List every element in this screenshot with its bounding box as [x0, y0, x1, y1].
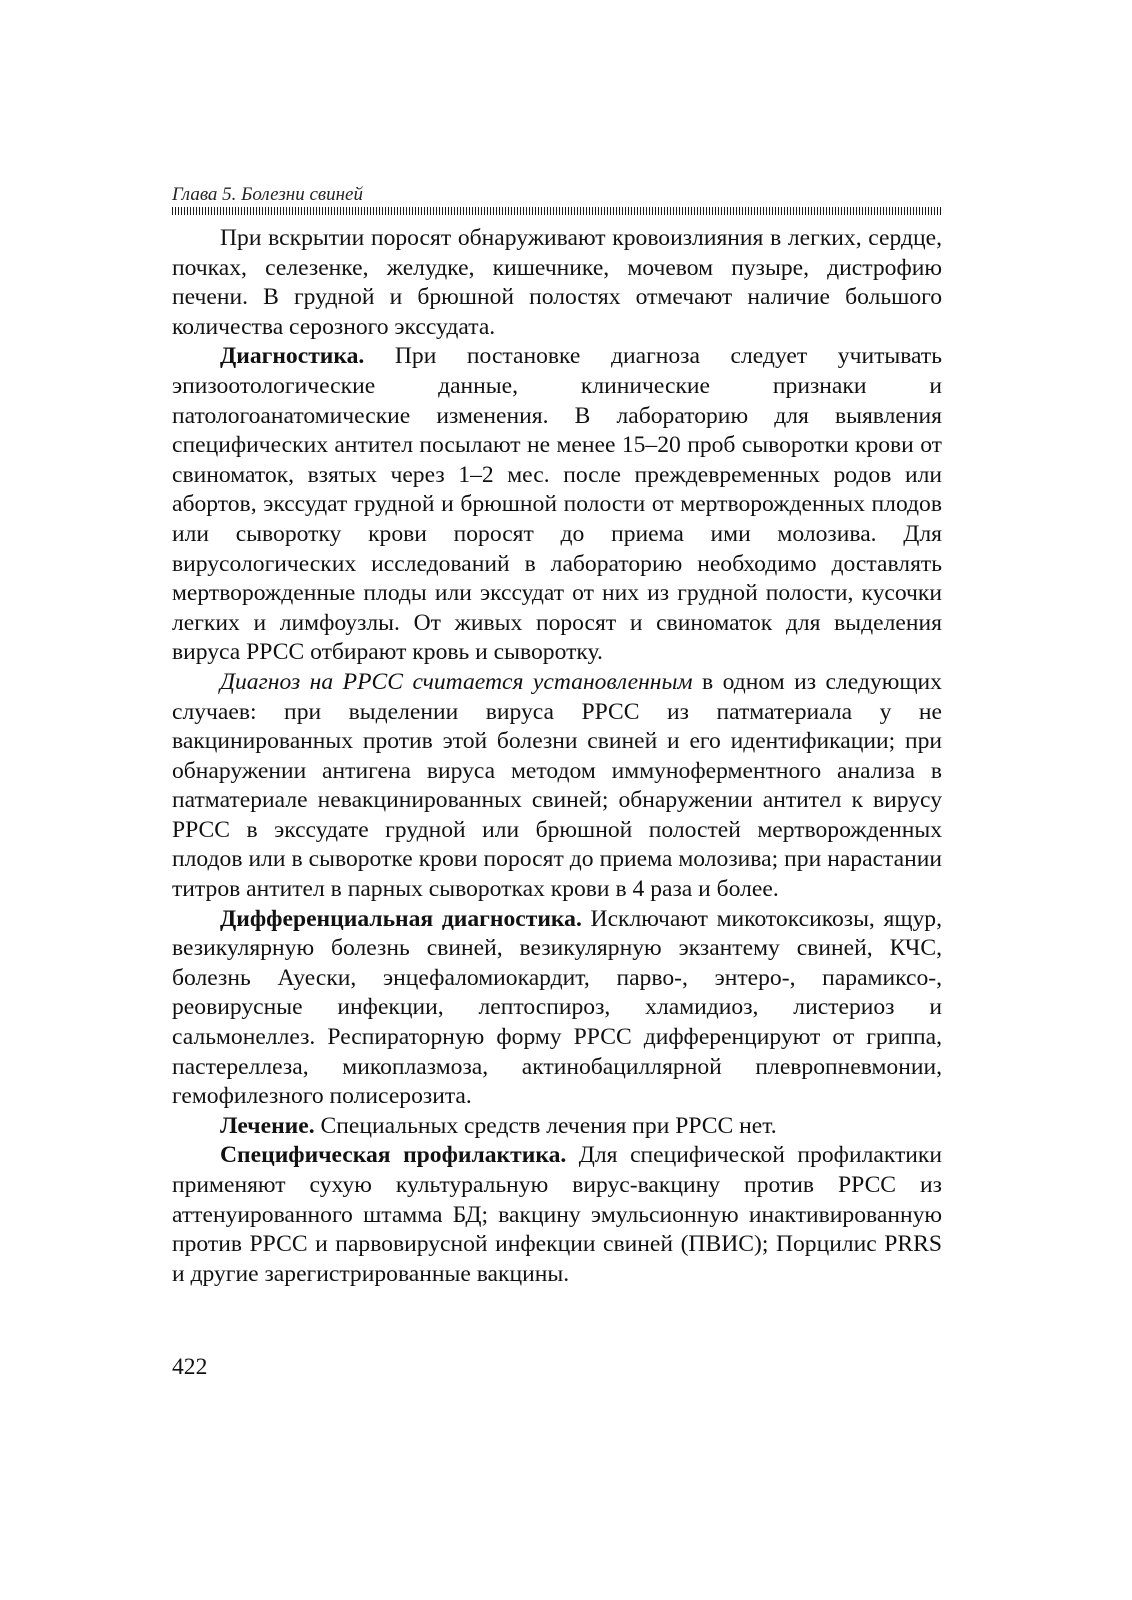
- paragraph-diagnostics: [172, 342, 942, 668]
- paragraph-text: Исключают микотоксикозы, ящур, везикулярную болезнь свиней, везикулярную экзантему свиней, КЧС, болезнь Ауески, энцефаломиокардит, парво-, энтеро-, парамиксо-, реовирусные инфекции, лептоспироз, хламидиоз, листериоз и сальмонеллез. Респираторную форму РРСС дифференцируют от гриппа, пастереллеза, микоплазмоза, актинобациллярной плевропневмонии, гемофилезного полисерозита.: [172, 905, 942, 1110]
- section-heading-differential: Дифференциальная диагностика.: [220, 905, 582, 932]
- running-head: Глава 5. Болезни свиней: [172, 184, 363, 205]
- body-text: [172, 224, 942, 1289]
- italic-lead-diagnosis: Диагноз на РРСС считается установленным: [220, 668, 693, 695]
- section-heading-diagnostics: Диагностика.: [220, 343, 365, 370]
- section-heading-treatment: Лечение.: [220, 1112, 315, 1139]
- section-heading-prevention: Специфическая профилактика.: [220, 1142, 567, 1169]
- paragraph-text: Для специфической профилактики применяют сухую культуральную вирус-вакцину против РРСС из аттенуированного штамма БД; вакцину эмульсионную инактивированную против РРСС и парвовирусной инфекции свиней (ПВИС); Порцилис PRRS и другие зарегистрированные вакцины.: [172, 1142, 942, 1287]
- paragraph-text: Специальных средств лечения при РРСС нет.: [314, 1112, 777, 1139]
- paragraph-text: в одном из следующих случаев: при выделении вируса РРСС из патматериала у не вакцинированных против этой болезни свиней и его идентификации; при обнаружении антигена вируса методом иммуноферментного анализа в патматериале невакцинированных свиней; обнаружении антител к вирусу РРСС в экссудате грудной или брюшной полостей мертворожденных плодов или в сыворотке крови поросят до приема молозива; при нарастании титров антител в парных сыворотках крови в 4 раза и более.: [172, 668, 942, 903]
- paragraph-autopsy: [172, 224, 942, 342]
- paragraph-specific-prevention: [172, 1141, 942, 1289]
- paragraph-differential-diagnostics: [172, 905, 942, 1112]
- header-rule: [172, 207, 942, 215]
- paragraph-diagnosis-criteria: [172, 668, 942, 905]
- paragraph-text: При вскрытии поросят обнаруживают кровоизлияния в легких, сердце, почках, селезенке, желудке, кишечнике, мочевом пузыре, дистрофию печени. В грудной и брюшной полостях отмечают наличие большого количества серозного экссудата.: [172, 225, 942, 340]
- page-number: 422: [172, 1354, 208, 1380]
- paragraph-text: При постановке диагноза следует учитывать эпизоотологические данные, клинические признаки и патологоанатомические изменения. В лабораторию для выявления специфических антител посылают не менее 15–20 проб сыворотки крови от свиноматок, взятых через 1–2 мес. после преждевременных родов или абортов, экссудат грудной и брюшной полости от мертворожденных плодов или сыворотку крови поросят до приема ими молозива. Для вирусологических исследований в лабораторию необходимо доставлять мертворожденные плоды или экссудат от них из грудной полости, кусочки легких и лимфоузлы. От живых поросят и свиноматок для выделения вируса РРСС отбирают кровь и сыворотку.: [172, 343, 942, 666]
- paragraph-treatment: [172, 1112, 942, 1142]
